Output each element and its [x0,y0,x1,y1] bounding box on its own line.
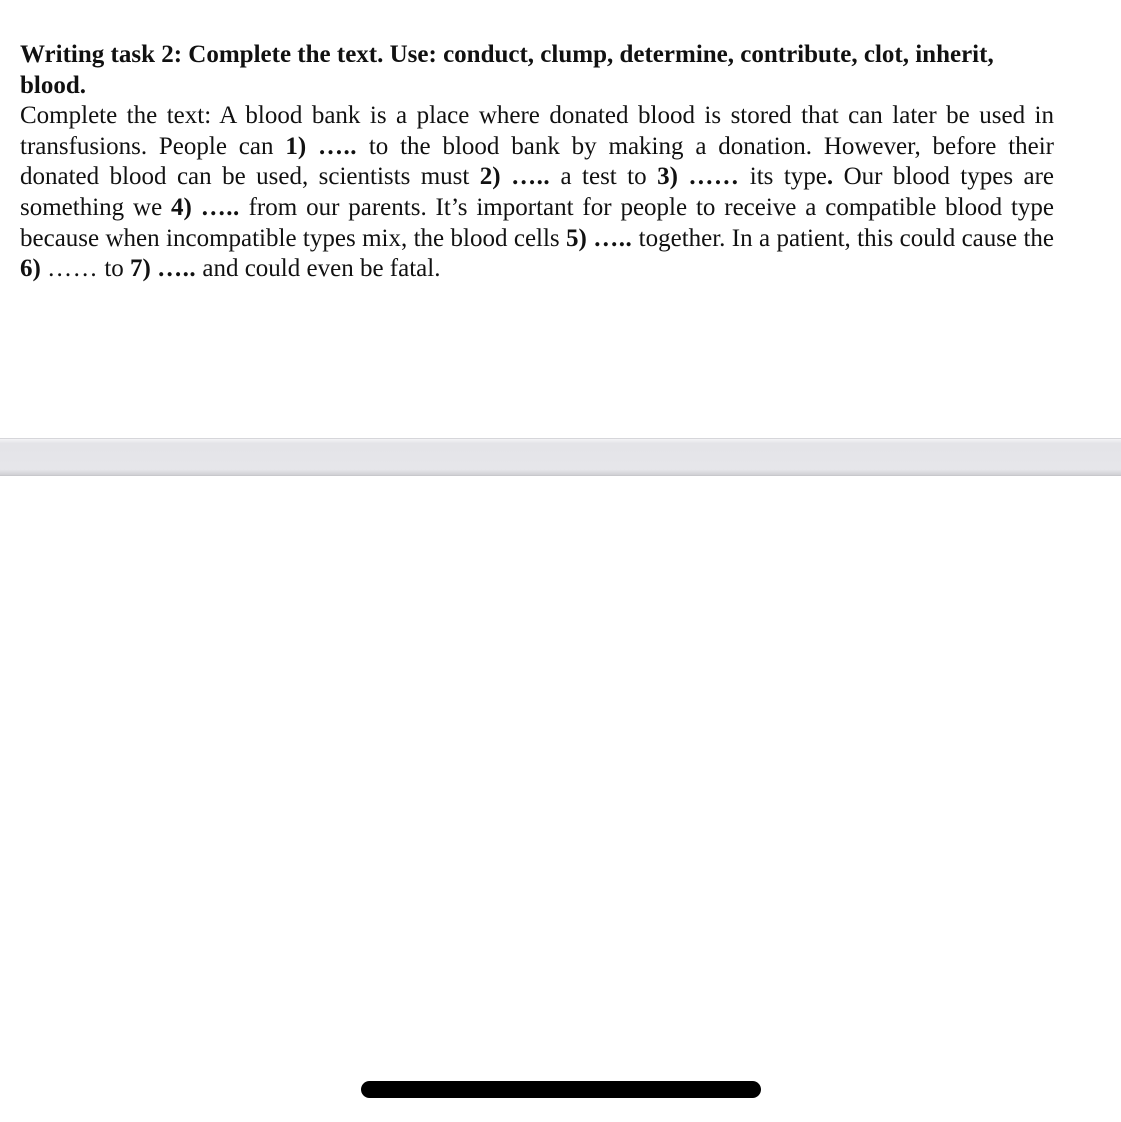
text-segment: and could even be fatal. [196,255,441,283]
home-indicator[interactable] [361,1081,761,1098]
text-segment: Complete the text: A blood bank is a place where donated blood is stored that can later be used in transfusions. People can [20,102,1054,160]
blank-3: …… [688,163,740,191]
text-segment: to the blood bank by making a donation. However, before their donated blood can be used, scientists must [20,132,1055,191]
text-segment: from our parents. It’s important for people to receive a compatible blood type because when incompatible types mix, the blood cells [20,193,1055,252]
blank-4: ….. [200,193,240,221]
blank-number-3: 3) [657,163,678,191]
sentence-period: . [826,163,834,191]
task-paragraph [20,101,1054,285]
blank-1: ….. [317,132,357,160]
text-segment: together. In a patient, this could cause the [632,224,1055,252]
document-page [20,40,1054,285]
text-segment: Our blood types are something we [20,163,1055,221]
blank-number-2: 2) [479,163,501,191]
blank-2: ….. [511,163,551,191]
text-segment: a test to [550,163,658,191]
page-break-divider [0,438,1121,476]
blank-5: ….. [593,224,633,252]
text-segment: to [98,255,131,283]
blank-7: ….. [157,255,197,283]
blank-6: …… [47,255,99,283]
blank-number-7: 7) [130,255,151,283]
text-segment: its type [739,163,827,191]
blank-number-1: 1) [285,132,307,160]
blank-number-6: 6) [20,255,41,283]
blank-number-4: 4) [171,193,192,221]
blank-number-5: 5) [566,224,587,252]
task-heading: Writing task 2: Complete the text. Use: conduct, clump, determine, contribute, clot, inherit, blood. [20,41,994,99]
